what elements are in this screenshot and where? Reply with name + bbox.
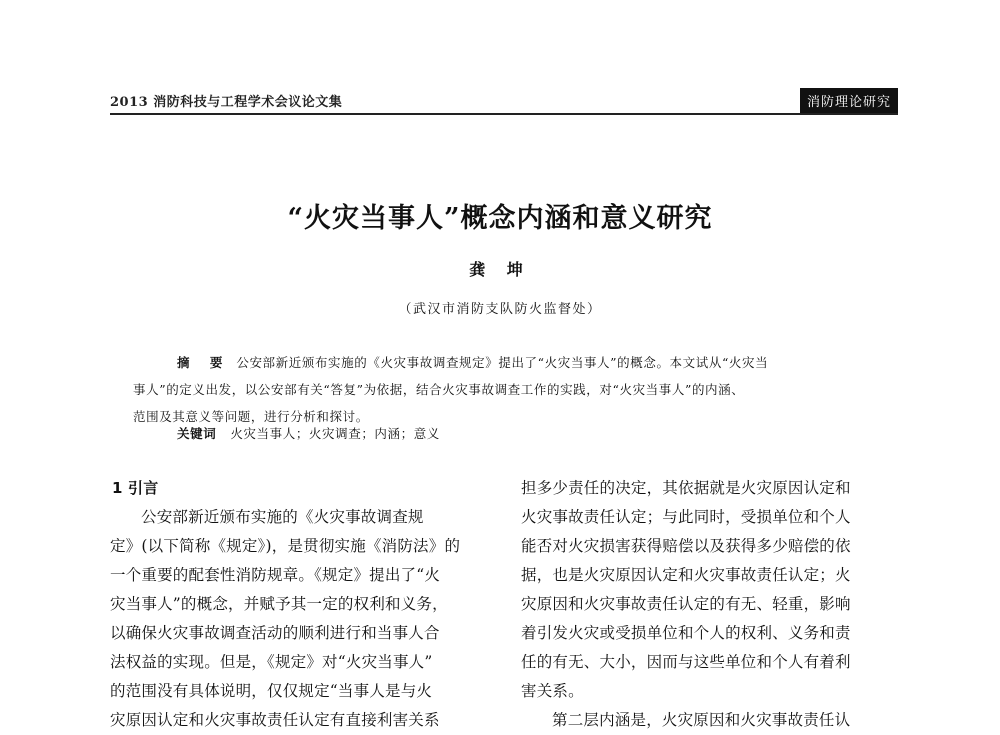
running-header [110,88,898,112]
section-badge: 消防理论研究 [800,88,898,113]
keywords-text: 火灾当事人；火灾调查；内涵；意义 [230,426,440,441]
abstract-line: 范围及其意义等问题，进行分析和探讨。 [133,409,369,424]
abstract-line: 公安部新近颁布实施的《火灾事故调查规定》提出了“火灾当事人”的概念。本文试从“火灾当 [236,355,769,370]
right-column [521,474,899,735]
body-line: 火灾事故责任认定；与此同时，受损单位和个人 [521,508,851,526]
body-line: 公安部新近颁布实施的《火灾事故调查规 [141,508,424,526]
body-line: 任的有无、大小，因而与这些单位和个人有着利 [521,653,851,671]
body-line: 灾原因和火灾事故责任认定的有无、轻重，影响 [521,595,851,613]
body-line: 以确保火灾事故调查活动的顺利进行和当事人合 [110,624,440,642]
body-line: 据，也是火灾原因认定和火灾事故责任认定；火 [521,566,851,584]
body-line: 定》(以下简称《规定》)，是贯彻实施《消防法》的 [110,537,461,555]
abstract [133,349,883,430]
left-column [110,474,488,735]
proceedings-title: 2013 消防科技与工程学术会议论文集 [110,95,343,110]
body-line: 第二层内涵是，火灾原因和火灾事故责任认 [552,711,851,729]
body-line: 着引发火灾或受损单位和个人的权利、义务和责 [521,624,851,642]
body-line: 害关系。 [521,682,584,700]
header-rule [110,113,898,115]
body-line: 法权益的实现。但是，《规定》对“火灾当事人” [110,653,433,671]
body-line: 能否对火灾损害获得赔偿以及获得多少赔偿的依 [521,537,851,555]
section-heading: 1 引言 [112,479,159,497]
abstract-label: 摘 要 [177,355,231,370]
body-line: 担多少责任的决定，其依据就是火灾原因认定和 [521,479,851,497]
paper-title: “火灾当事人”概念内涵和意义研究 [287,203,713,234]
abstract-line: 事人”的定义出发，以公安部有关“答复”为依据，结合火灾事故调查工作的实践，对“火灾当事人”的内涵、 [133,382,745,397]
body-line: 灾原因认定和火灾事故责任认定有直接利害关系 [110,711,440,729]
body-line: 的范围没有具体说明，仅仅规定“当事人是与火 [110,682,433,700]
keywords-label: 关键词 [177,426,217,441]
author-affiliation: （武汉市消防支队防火监督处） [398,302,602,317]
author-name: 龚 坤 [469,260,531,279]
body-line: 一个重要的配套性消防规章。《规定》提出了“火 [110,566,441,584]
body-line: 灾当事人”的概念，并赋予其一定的权利和义务， [110,595,448,613]
keywords [177,424,877,442]
